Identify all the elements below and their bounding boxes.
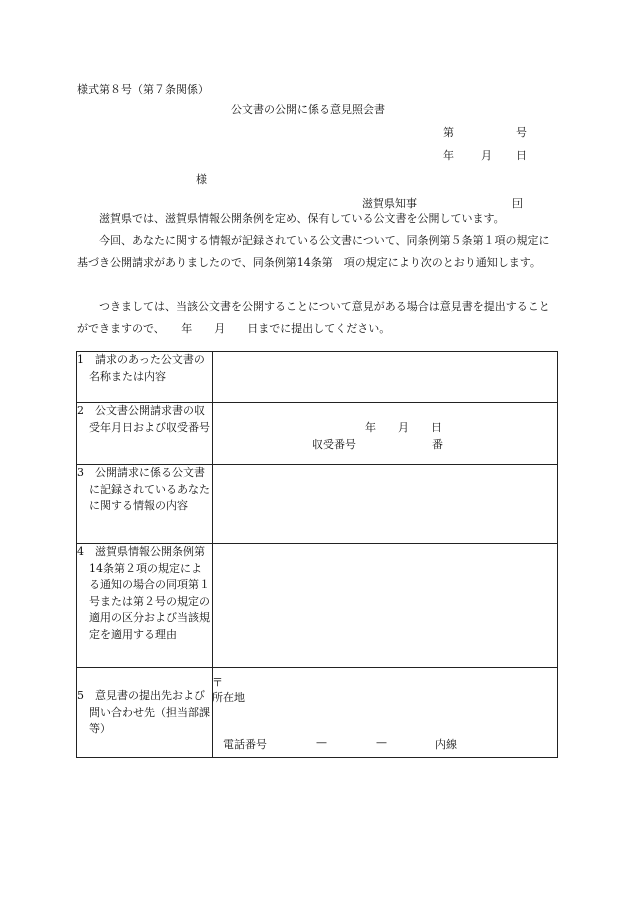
table-row: [77, 352, 558, 403]
row-label-text: 2 公文書公開請求書の収受年月日および収受番号: [77, 404, 210, 434]
body-paragraph-1: 滋賀県では、滋賀県情報公開条例を定め、保有している公文書を公開しています。: [99, 212, 505, 225]
row-value-field: [213, 465, 558, 544]
seal-mark: 囙: [512, 197, 523, 210]
row-label: [77, 465, 213, 544]
addressee-suffix: 様: [196, 173, 207, 186]
row-value-field: [213, 403, 558, 465]
table-row: [77, 465, 558, 544]
phone-separator-1: —: [316, 736, 327, 749]
document-number-suffix: 号: [516, 126, 527, 139]
row-label: [77, 544, 213, 668]
sender-name: 滋賀県知事: [362, 197, 417, 210]
row-value-field: [213, 668, 558, 758]
phone-label: 電話番号: [223, 738, 267, 751]
extension-label: 内線: [435, 738, 457, 751]
row-label-text: 5 意見書の提出先および問い合わせ先（担当部課等）: [77, 689, 210, 735]
body-paragraph-2: 今回、あなたに関する情報が記録されている公文書について、同条例第５条第１項の規定に基づき公開請求がありましたので、同条例第14条第 項の規定により次のとおり通知します。: [77, 234, 550, 269]
receipt-date: 年 月 日: [365, 421, 442, 434]
row-label: [77, 668, 213, 758]
row-label: [77, 352, 213, 403]
form-number: 様式第８号（第７条関係）: [77, 83, 209, 96]
row-label-text: 3 公開請求に係る公文書に記録されているあなたに関する情報の内容: [77, 466, 210, 512]
table-row: [77, 544, 558, 668]
postal-mark: 〒: [212, 676, 223, 689]
information-table: [76, 351, 558, 758]
receipt-number-label: 収受番号: [312, 438, 356, 451]
date-year: 年: [443, 149, 454, 162]
document-number-prefix: 第: [443, 126, 454, 139]
phone-separator-2: —: [376, 736, 387, 749]
date-month: 月: [481, 149, 492, 162]
table-row: [77, 668, 558, 758]
table-row: [77, 403, 558, 465]
row-label-text: 1 請求のあった公文書の名称または内容: [77, 353, 205, 383]
address-label: 所在地: [212, 691, 245, 704]
body-paragraph-3: つきましては、当該公文書を公開することについて意見がある場合は意見書を提出することができますので、 年 月 日までに提出してください。: [77, 300, 550, 335]
row-value-field: [213, 544, 558, 668]
document-title: 公文書の公開に係る意見照会書: [231, 103, 385, 116]
date-day: 日: [516, 149, 527, 162]
row-label: [77, 403, 213, 465]
row-label-text: 4 滋賀県情報公開条例第14条第２項の規定による通知の場合の同項第１号または第２号の規定の適用の区分および当該規定を適用する理由: [77, 545, 210, 641]
row-value-field: [213, 352, 558, 403]
receipt-number-suffix: 番: [432, 438, 443, 451]
